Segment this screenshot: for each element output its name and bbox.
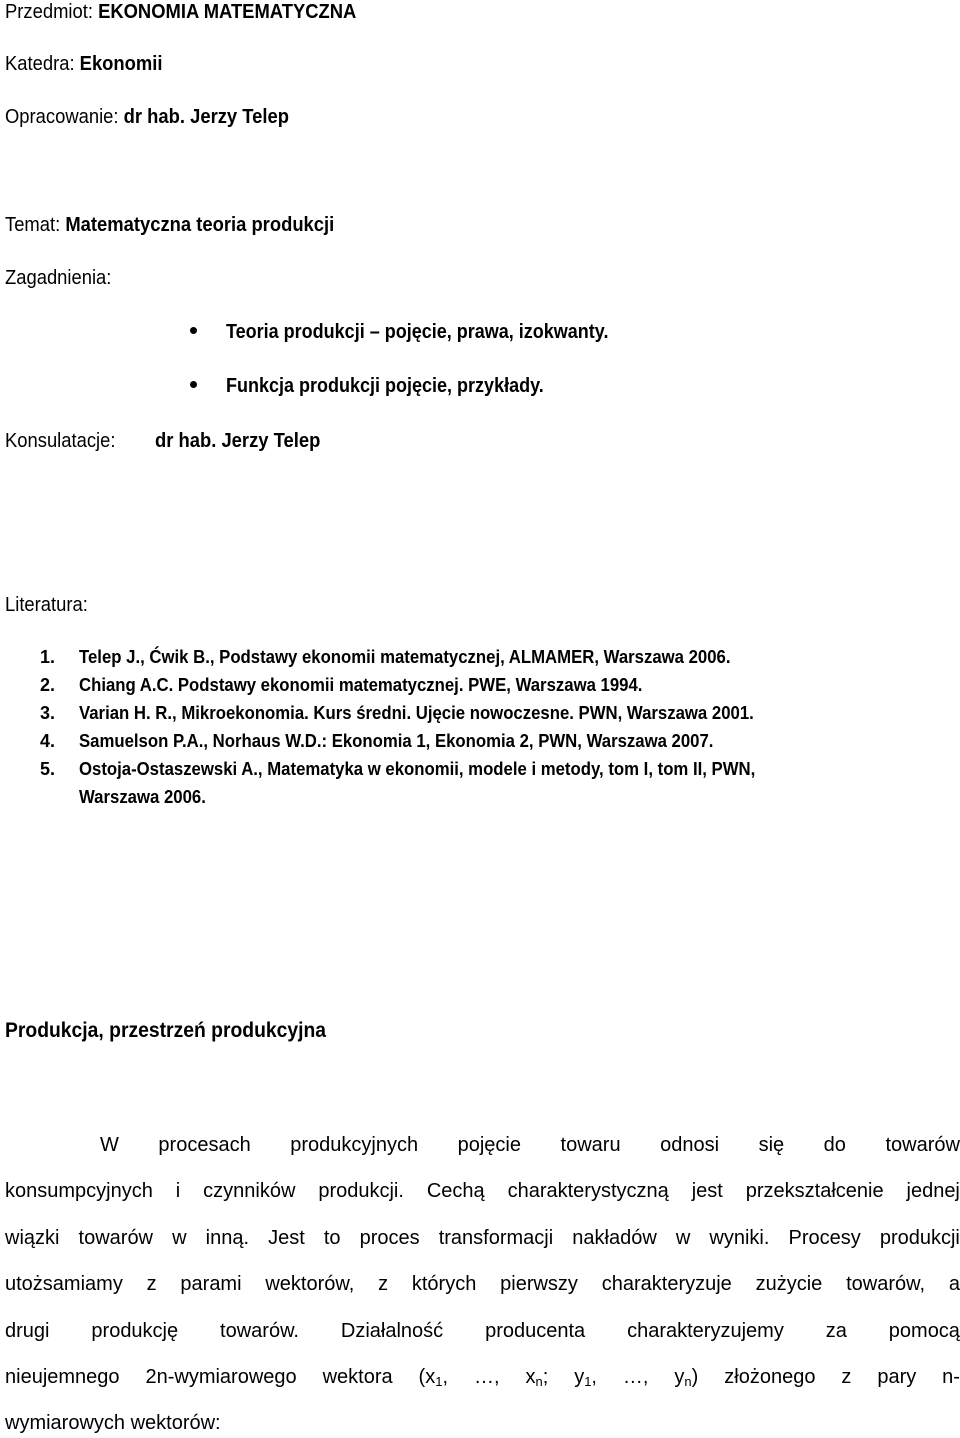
word: $x_n$; xyxy=(525,1366,549,1389)
word: charakteryzuje xyxy=(601,1273,732,1295)
word: transformacji xyxy=(438,1227,554,1249)
word: towaru xyxy=(560,1134,621,1156)
literature-item: 5. Ostoja-Ostaszewski A., Matematyka w ekonomii, modele i metody, tom I, tom II, PWN, xyxy=(40,759,756,779)
word: produkcji. xyxy=(318,1180,404,1202)
word: których xyxy=(411,1273,477,1295)
word: konsumpcyjnych xyxy=(5,1180,153,1202)
word: procesach xyxy=(158,1134,251,1156)
word: ($x_1$, xyxy=(418,1366,449,1389)
word: a xyxy=(948,1273,960,1295)
word: za xyxy=(825,1320,847,1342)
word: towarów, xyxy=(846,1273,926,1295)
word: odnosi xyxy=(660,1134,720,1156)
word: proces xyxy=(359,1227,420,1249)
topic-line xyxy=(5,213,363,237)
word: $y_1$, xyxy=(574,1366,597,1389)
word: przekształcenie xyxy=(745,1180,884,1202)
word: jest xyxy=(691,1180,723,1202)
word: 2n-wymiarowego xyxy=(145,1366,297,1388)
word: wiązki xyxy=(5,1227,60,1249)
word: W xyxy=(100,1134,119,1156)
word: Jest xyxy=(268,1227,305,1249)
paragraph-line xyxy=(5,1365,960,1389)
word: z xyxy=(146,1273,157,1295)
issue-item: Funkcja produkcji pojęcie, przykłady. xyxy=(190,374,579,398)
word: parami xyxy=(180,1273,242,1295)
paragraph-line xyxy=(5,1272,960,1296)
word: towarów xyxy=(885,1134,960,1156)
topic-value: Matematyczna teoria produkcji xyxy=(65,214,335,236)
subject-line xyxy=(5,0,387,24)
word: produkcji xyxy=(879,1227,960,1249)
word: Działalność xyxy=(340,1320,444,1342)
topic-label: Temat: xyxy=(5,214,66,236)
word: nieujemnego xyxy=(5,1366,120,1388)
word: wektora xyxy=(322,1366,393,1388)
issues-label: Zagadnienia: xyxy=(5,267,112,289)
word: złożonego xyxy=(724,1366,816,1388)
section-heading: Produkcja, przestrzeń produkcyjna xyxy=(5,1019,327,1042)
word: to xyxy=(323,1227,341,1249)
word: $y_n$) xyxy=(674,1366,699,1389)
word: jednej xyxy=(906,1180,960,1202)
word: …, xyxy=(473,1366,500,1388)
department-value: Ekonomii xyxy=(79,53,163,75)
author-line xyxy=(5,105,314,129)
word: utożsamiamy xyxy=(5,1273,123,1295)
word: nakładów xyxy=(572,1227,657,1249)
department-label: Katedra: xyxy=(5,53,80,75)
literature-item: 4. Samuelson P.A., Norhaus W.D.: Ekonomia 1, Ekonomia 2, PWN, Warszawa 2007. xyxy=(40,731,714,751)
literature-item-continuation: Warszawa 2006. xyxy=(79,787,206,807)
word: produkcję xyxy=(91,1320,179,1342)
paragraph-line xyxy=(5,1226,960,1250)
word: pomocą xyxy=(888,1320,960,1342)
paragraph-line xyxy=(5,1179,960,1203)
word: wektorów, xyxy=(265,1273,355,1295)
word: z xyxy=(378,1273,389,1295)
paragraph-line xyxy=(5,1319,960,1343)
word: wyniki. xyxy=(709,1227,770,1249)
word: czynników xyxy=(203,1180,296,1202)
word: do xyxy=(823,1134,846,1156)
consultations-label: Konsulatacje: xyxy=(5,430,116,452)
word: i xyxy=(175,1180,181,1202)
literature-label: Literatura: xyxy=(5,594,88,616)
author-label: Opracowanie: xyxy=(5,106,124,128)
word: …, xyxy=(622,1366,649,1388)
department-line xyxy=(5,52,176,76)
literature-item: 1. Telep J., Ćwik B., Podstawy ekonomii matematycznej, ALMAMER, Warszawa 2006. xyxy=(40,647,731,667)
consultations-value: dr hab. Jerzy Telep xyxy=(155,430,321,452)
word: Procesy xyxy=(788,1227,861,1249)
word: towarów. xyxy=(220,1320,299,1342)
word: n- xyxy=(942,1366,960,1388)
vector-line xyxy=(5,1365,960,1389)
word: w xyxy=(172,1227,187,1249)
word: charakterystyczną xyxy=(507,1180,669,1202)
word: charakteryzujemy xyxy=(627,1320,784,1342)
bullet-icon xyxy=(190,327,197,334)
bullet-icon xyxy=(190,381,197,388)
word: pary xyxy=(877,1366,917,1388)
word: drugi xyxy=(5,1320,50,1342)
word: w xyxy=(675,1227,691,1249)
word: zużycie xyxy=(755,1273,823,1295)
consultations-line xyxy=(5,429,321,453)
word: z xyxy=(841,1366,852,1388)
word: towarów xyxy=(78,1227,154,1249)
literature-item: 2. Chiang A.C. Podstawy ekonomii matematycznej. PWE, Warszawa 1994. xyxy=(40,675,643,695)
word: się xyxy=(758,1134,785,1156)
issue-item: Teoria produkcji – pojęcie, prawa, izokwanty. xyxy=(190,320,651,344)
word: pierwszy xyxy=(500,1273,578,1295)
literature-item: 3. Varian H. R., Mikroekonomia. Kurs średni. Ujęcie nowoczesne. PWN, Warszawa 2001. xyxy=(40,703,754,723)
word: Cechą xyxy=(426,1180,485,1202)
paragraph-line xyxy=(5,1133,960,1157)
subject-value: EKONOMIA MATEMATYCZNA xyxy=(98,1,357,23)
word: inną. xyxy=(205,1227,249,1249)
word: producenta xyxy=(485,1320,586,1342)
word: pojęcie xyxy=(457,1134,521,1156)
author-value: dr hab. Jerzy Telep xyxy=(123,106,289,128)
word: produkcyjnych xyxy=(290,1134,419,1156)
subject-label: Przedmiot: xyxy=(5,1,99,23)
paragraph-line: wymiarowych wektorów: xyxy=(5,1412,221,1434)
